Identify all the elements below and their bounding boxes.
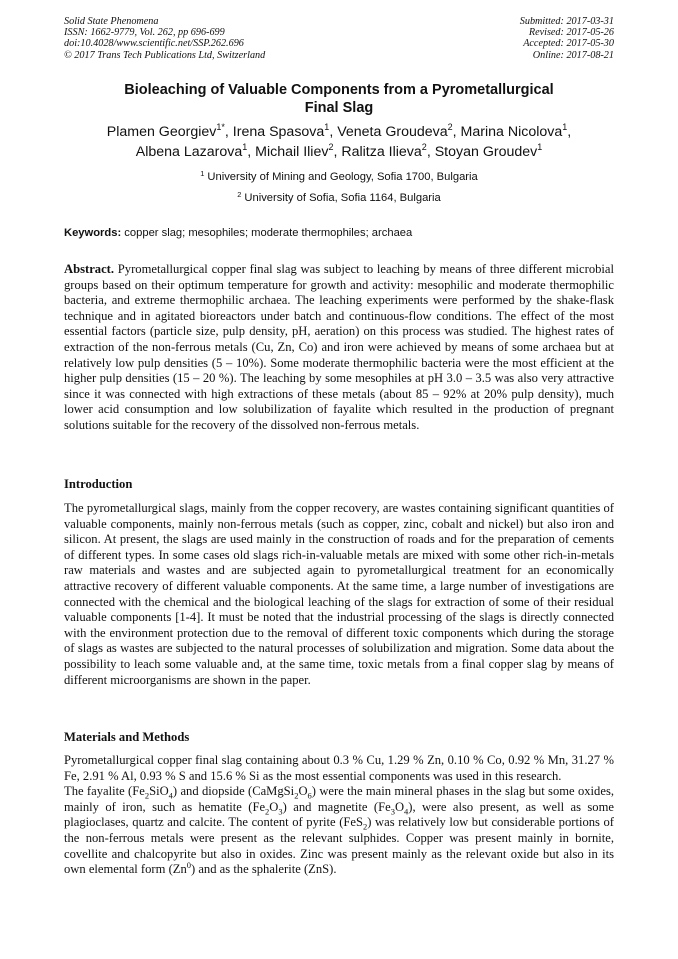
date-submitted: Submitted: 2017-03-31 <box>519 16 614 27</box>
paper-title <box>64 81 614 117</box>
date-online: Online: 2017-08-21 <box>532 49 614 61</box>
text-run: O <box>394 799 405 814</box>
text-run: ), were also present, as well as some plagioclases, quartz and calcite. The content of pyrite (FeS <box>64 799 614 830</box>
subscript: 3 <box>390 806 395 817</box>
paper-title-line-1: Bioleaching of Valuable Components from a Pyrometallurgical <box>124 82 554 98</box>
affiliation-1: $^1$ University of Mining and Geology, Sofia 1700, Bulgaria <box>200 169 478 183</box>
author: Veneta Groudeva$^2$, <box>337 122 461 140</box>
author: Stoyan Groudev$^1$ <box>434 142 543 160</box>
journal-header-right <box>520 16 614 61</box>
text-run: ) and diopside (CaMgSi <box>172 784 295 799</box>
journal-header-left <box>64 16 265 61</box>
section-heading-materials-methods: Materials and Methods <box>64 730 190 744</box>
materials-paragraph-2 <box>64 784 614 878</box>
subscript: 2 <box>265 806 270 817</box>
date-accepted: Accepted: 2017-05-30 <box>523 38 614 50</box>
paper-title-line-2: Final Slag <box>304 100 374 116</box>
introduction-paragraph: The pyrometallurgical slags, mainly from the copper recovery, are wastes containing significant quantities of valuable components, mainly non-ferrous metals (such as copper, zinc, cobalt and nickel) but also iron and silicon. At present, the slags are used mainly in the construction of roads and for the preparation of cements of different types. In some cases old slags rich-in-valuable metals are mixed with some other rich-in-metals raw materials and wastes and are subjected again to pyrometallurgical treatment for an economically attractive recovery of different valuable components. At the same time, a large number of investigations are connected with the chemical and the biological leaching of the slags for extraction of some of their residual valuable components [1-4]. It must be noted that the industrial processing of the slags is directly connected with the environment protection due to the removal of different toxic components which during the storage of slags as wastes are subjected to the natural processes of solubilization and migration. Some data about the possibility to leach some valuable and, at the same time, toxic metals from a final copper slag by means of different microorganisms are shown in the paper. <box>64 501 614 687</box>
author: Albena Lazarova$^1$, <box>135 142 256 160</box>
author: Ralitza Ilieva$^2$, <box>341 142 435 160</box>
text-run: O <box>269 799 279 814</box>
subscript: 6 <box>307 790 312 801</box>
subscript: 2 <box>363 821 368 832</box>
superscript: 0 <box>186 859 191 870</box>
author: Michail Iliev$^2$, <box>255 142 342 160</box>
author: Marina Nicolova$^1$, <box>460 122 572 140</box>
abstract-text: Pyrometallurgical copper final slag was subject to leaching by means of three different microbial groups based on their optimum temperature for growth and activity: mesophilic and moderate thermophilic bacteria, and extreme thermophilic archaea. The leaching experiments were performed by the shake-flask technique and in agitated bioreactors under batch and continuous-flow conditions. The effect of the most essential factors (particle size, pulp density, pH, aeration) on this process was studied. The highest rates of extraction of the non-ferrous metals (Cu, Zn, Co) and iron were achieved by means of some archaea but at relatively low pulp densities (5 – 10%). Some moderate thermophilic bacteria were the most efficient at the higher pulp densities (15 – 20 %). The leaching by some mesophiles at pH 3.0 – 3.5 was also very attractive since it was connected with high extractions of these metals (about 85 – 92% at 20% pulp density), much lower acid consumption and low solubilization of fayalite which resulted in the production of pregnant solutions suitable for the recovery of the dissolved non-ferrous metals. <box>64 262 614 432</box>
journal-issn: ISSN: 1662-9779, Vol. 262, pp 696-699 <box>64 27 225 39</box>
author-list <box>64 122 614 162</box>
date-revised: Revised: 2017-05-26 <box>528 27 614 39</box>
subscript: 2 <box>144 790 150 801</box>
abstract-label: Abstract. <box>64 262 115 276</box>
text-run: ) was relatively low but considerable portions of the non-ferrous metals were present as the relevant sulphides. Copper was present mainly in bornite, covellite and chalcopyrite but also in oxides. Zinc was present mainly as the relevant oxide but also in its own elemental form (Zn <box>64 815 614 877</box>
keywords <box>64 227 412 239</box>
text-run: ) were the main mineral phases in the slag but some oxides, mainly of iron, such as hematite (Fe <box>64 784 614 814</box>
abstract <box>64 262 614 434</box>
introduction-body <box>64 501 614 688</box>
author: Plamen Georgiev$^{1*}$, <box>106 122 233 140</box>
text-run: SiO <box>149 784 169 799</box>
subscript: 2 <box>294 790 299 801</box>
journal-name: Solid State Phenomena <box>64 16 159 27</box>
materials-methods-body <box>64 753 614 878</box>
materials-paragraph-1: Pyrometallurgical copper final slag containing about 0.3 % Cu, 1.29 % Zn, 0.10 % Co, 0.92 % Mn, 31.27 % Fe, 2.91 % Al, 0.93 % S and 15.6 % Si as the most essential components was used in this research. <box>64 753 614 783</box>
subscript: 4 <box>168 790 173 801</box>
text-run: The fayalite (Fe <box>64 784 145 799</box>
section-heading-introduction: Introduction <box>64 477 133 491</box>
text-run: ) and magnetite (Fe <box>282 799 391 814</box>
keywords-text: copper slag; mesophiles; moderate thermophiles; archaea <box>121 227 413 239</box>
text-run: O <box>298 784 308 799</box>
affiliation-2: $^2$ University of Sofia, Sofia 1164, Bulgaria <box>237 190 441 204</box>
keywords-label: Keywords: <box>64 227 122 239</box>
subscript: 3 <box>278 806 283 817</box>
journal-doi: doi:10.4028/www.scientific.net/SSP.262.696 <box>64 38 244 50</box>
subscript: 4 <box>404 806 409 817</box>
author: Irena Spasova$^1$, <box>232 122 338 140</box>
journal-copyright: © 2017 Trans Tech Publications Ltd, Switzerland <box>64 49 266 61</box>
text-run: ) and as the sphalerite (ZnS). <box>191 862 337 877</box>
